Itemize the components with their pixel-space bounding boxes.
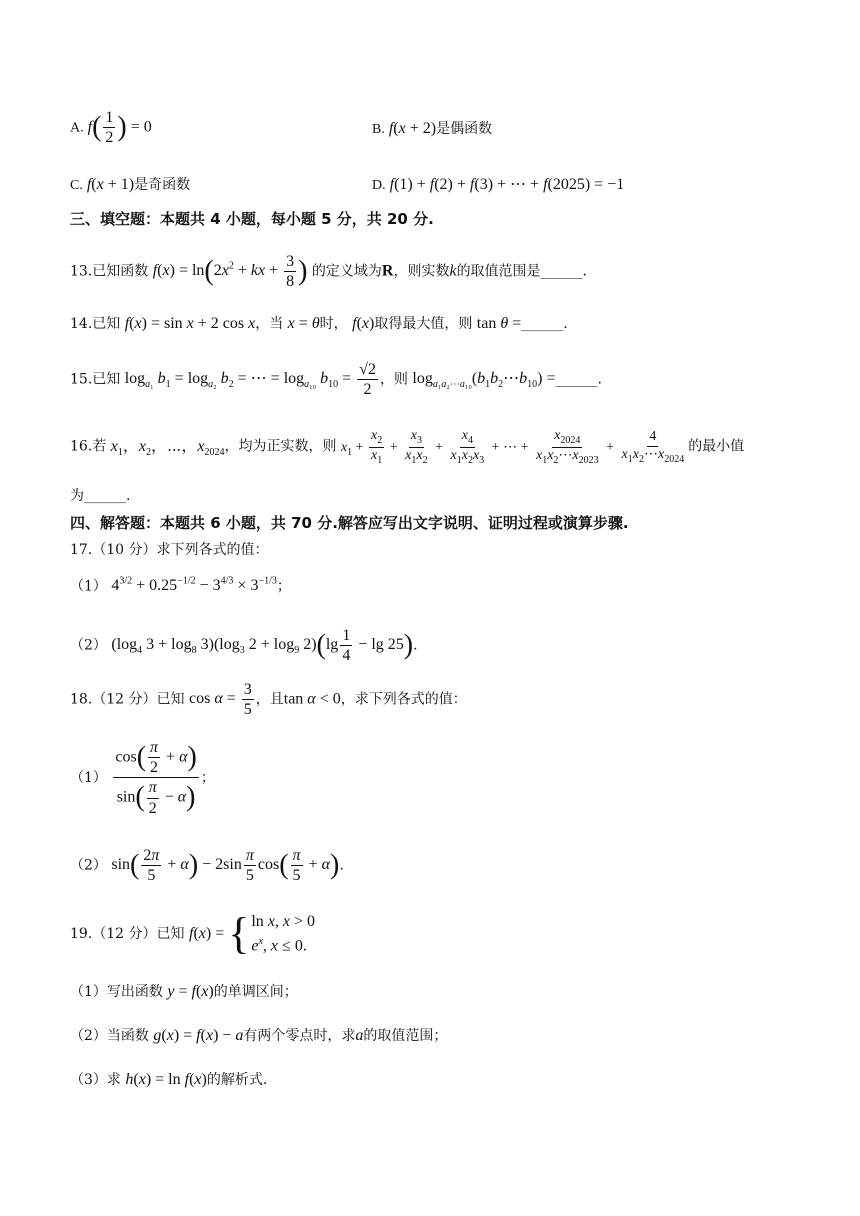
q18-p1-label: （1） (70, 769, 107, 786)
q19-p3-prefix: （3）求 (70, 1072, 121, 1088)
option-b-label: B. (372, 122, 385, 137)
option-a: A. f( $\frac{1}{2}$ ) = 0 (70, 109, 152, 147)
question-16: 16.若 $x_1$，$x_2$，⋯，$x_{2024}$，均为正实数，则 $x_1$ + $\frac{x_2}{x_1}$ + $\frac{x_3}{x_1x_2}$ + $\frac{x_4}{x_1x_2x_3}$ + ⋯ + $\frac{x_{2024}}{x_1x_2\cdots x_{2023}}$ + $\frac{4}{x_1x_2\cdots x_{2024}}$ 的最小值 (70, 428, 745, 466)
q19-header-prefix: 19.（12 分）已知 (70, 925, 185, 942)
q18-header-prefix: 18.（12 分）已知 (70, 691, 185, 708)
q13-tail2: 的取值范围是______. (456, 263, 588, 280)
question-16-line2: 为______. (70, 488, 131, 504)
q18-header-tail: ，求下列各式的值： (340, 691, 467, 708)
q14-tail: 取得最大值，则 (374, 316, 473, 332)
q13-mid: 的定义域为 (311, 263, 382, 280)
question-17-header: 17.（10 分）求下列各式的值： (70, 542, 269, 558)
q16-mid: ，均为正实数，则 (224, 438, 337, 455)
question-15: 15.已知 $\log_{a_1} b_1 = \log_{a_2} b_2$ = ⋯ = $\log_{a_{10}} b_{10}$ = $\frac{√2}{2}$ ，则 $\log_{a_1a_2\cdots a_{10}}(b_1b_2\cdots b_{10})$ =______. (70, 361, 602, 399)
q19-p2-prefix: （2）当函数 (70, 1028, 149, 1044)
option-c-label: C. (70, 178, 83, 193)
section-4-heading: 四、解答题：本题共 6 小题，共 70 分.解答应写出文字说明、证明过程或演算步骤. (70, 514, 629, 532)
option-c-text: 是奇函数 (134, 178, 191, 193)
q15-blank: ______. (555, 371, 602, 388)
q15-mid: ，则 (379, 371, 408, 388)
q13-tail: ，则实数 (393, 263, 450, 280)
q18-header-mid: ，且 (255, 691, 284, 708)
question-19-part1: （1）写出函数 y = f(x)的单调区间； (70, 983, 298, 1000)
option-d-label: D. (372, 178, 386, 193)
option-c: C. f(x + 1)是奇函数 (70, 176, 191, 193)
q19-p1-prefix: （1）写出函数 (70, 984, 163, 1000)
q13-prefix: 13.已知函数 (70, 263, 149, 280)
q14-mid: ，当 (255, 316, 284, 332)
question-14: 14.已知 f(x) = sin x + 2 cos x，当 x = θ时， f(x)取得最大值，则 tan θ =______. (70, 315, 568, 332)
q15-prefix: 15.已知 (70, 371, 121, 388)
question-18-part1: （1） cos( $\frac{\pi}{2}$ + α) sin( $\frac{\pi}{2}$ − α) ； (70, 739, 215, 817)
q14-prefix: 14.已知 (70, 316, 121, 332)
q14-blank: ______. (521, 316, 568, 332)
option-b-text: 是偶函数 (436, 122, 493, 137)
question-17-part2: （2） ($\log_4$ $3 + \log_8 3)(\log_3$ $2 + \log_9 2)(\lg$ $\frac{1}{4}$ − lg 25). (70, 627, 418, 665)
option-d: D. f(1) + f(2) + f(3) + ⋯ + f(2025) = −1 (372, 176, 625, 193)
q16-prefix: 16.若 (70, 438, 107, 455)
q16-tail: 的最小值 (688, 438, 745, 455)
section-3-heading: 三、填空题：本题共 4 小题，每小题 5 分，共 20 分. (70, 210, 434, 228)
q19-p2-tail: 的取值范围； (363, 1028, 448, 1044)
option-a-label: A. (70, 120, 84, 136)
q19-p2-mid: 有两个零点时，求 (243, 1028, 356, 1044)
q17-p2-label: （2） (70, 637, 107, 654)
question-19-part3: （3）求 h(x) = ln f(x)的解析式. (70, 1071, 268, 1088)
option-b: B. f(x + 2)是偶函数 (372, 120, 493, 137)
question-13: 13.已知函数 $f(x) = \ln(2x^2$ + kx + $\frac{3}{8}$ ) 的定义域为R，则实数k的取值范围是______. (70, 253, 588, 291)
q19-p3-tail: 的解析式. (206, 1072, 268, 1088)
question-18-header: 18.（12 分）已知 cos α = $\frac{3}{5}$ ，且tan α < 0，求下列各式的值： (70, 681, 467, 719)
q18-p2-label: （2） (70, 857, 107, 874)
q14-mid2: 时， (319, 316, 348, 332)
question-19-header: 19.（12 分）已知 f(x) = { ln x, x > 0 $e^x$, x ≤ 0. (70, 909, 316, 959)
question-17-part1: （1） $4^{3/2} + 0.25^{-1/2} - 3^{4/3} \times 3^{-1/3}$； (70, 576, 291, 595)
q17-p1-label: （1） (70, 578, 107, 595)
q19-p1-tail: 的单调区间； (213, 984, 298, 1000)
question-19-part2: （2）当函数 g(x) = f(x) − a有两个零点时，求a的取值范围； (70, 1027, 448, 1044)
question-18-part2: （2） sin( $\frac{2\pi}{5}$ + α) − 2sin $\frac{\pi}{5}$ cos( $\frac{\pi}{5}$ + α). (70, 847, 344, 885)
